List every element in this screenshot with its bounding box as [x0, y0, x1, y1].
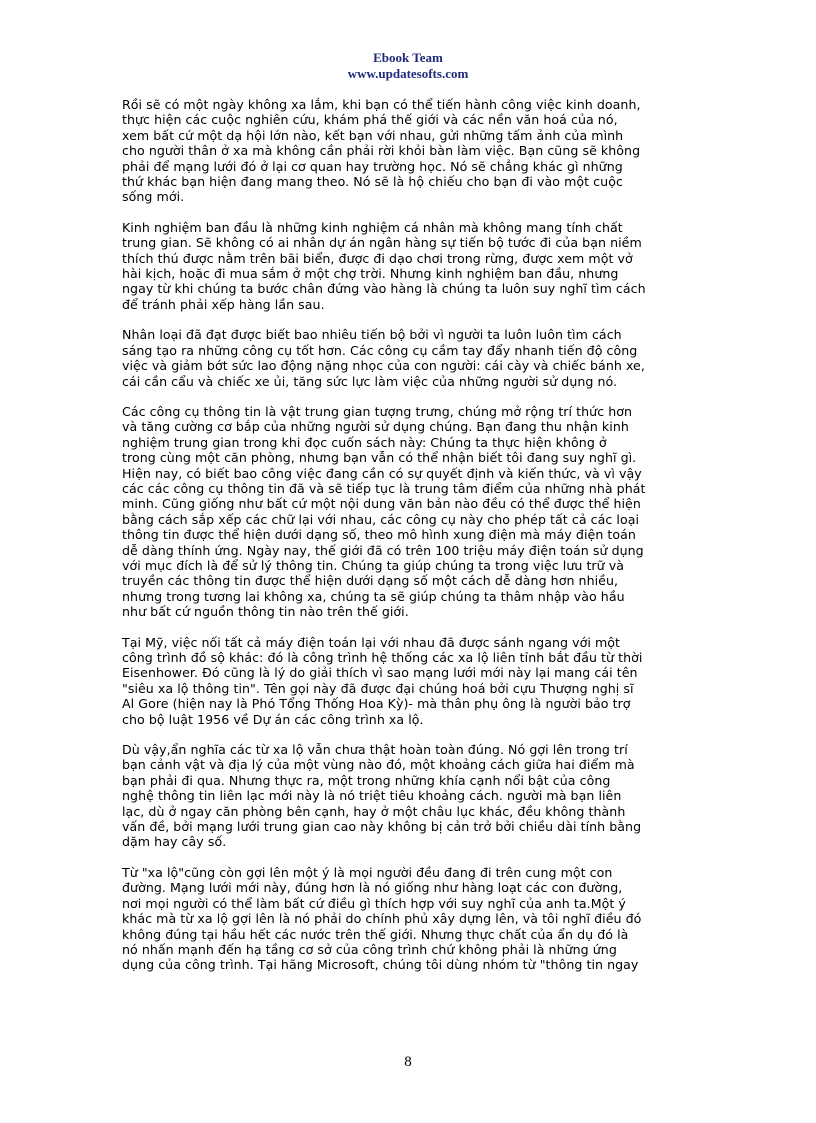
paragraph: Tại Mỹ, việc nối tất cả máy điện toán lại với nhau đã được sánh ngang với một công trình đồ sộ khác: đó là công trình hệ thống các xa lộ liên tỉnh bắt đầu từ thời Eisenhower. Đó cũng là lý do giải thích vì sao mạng lưới mới này lại mang cái tên "siêu xa lộ thông tin". Tên gọi này đã được đại chúng hoá bởi cựu Thượng nghị sĩ Al Gore (hiện nay là Phó Tổng Thống Hoa Kỳ)- mà thân phụ ông là người bảo trợ cho bộ luật 1956 về Dự án các công trình xa lộ. [122, 634, 643, 727]
paragraph: Nhân loại đã đạt được biết bao nhiêu tiến bộ bởi vì người ta luôn luôn tìm cách sáng tạo ra những công cụ tốt hơn. Các công cụ cầm tay đẩy nhanh tiến độ công việc và giảm bớt sức lao động nặng nhọc của con người: cái cày và chiếc bánh xe, cái cần cẩu và chiếc xe ủi, tăng sức lực làm việc của những người sử dụng nó. [122, 327, 645, 389]
header-url: www.updatesofts.com [347, 66, 469, 81]
header-title: Ebook Team [373, 50, 443, 65]
paragraph: Dù vậy,ẩn nghĩa các từ xa lộ vẫn chưa thật hoàn toàn đúng. Nó gợi lên trong trí bạn cảnh vật và địa lý của một vùng nào đó, một khoảng cách giữa hai điểm mà bạn phải đi qua. Nhưng thực ra, một trong những khía cạnh nổi bật của công nghệ thông tin liên lạc mới này là nó triệt tiêu khoảng cách. người mà bạn liên lạc, dù ở ngay căn phòng bên cạnh, hay ở một châu lục khác, đều không thành vấn đề, bởi mạng lưới trung gian cao này không bị cản trở bởi chiều dài tính bằng dặm hay cây số. [122, 742, 642, 850]
paragraph: Rồi sẽ có một ngày không xa lắm, khi bạn có thể tiến hành công việc kinh doanh, thực hiện các cuộc nghiên cứu, khám phá thế giới và các nền văn hoá của nó, xem bất cứ một dạ hội lớn nào, kết bạn với nhau, gửi những tấm ảnh của mình cho người thân ở xa mà không cần phải rời khỏi bàn làm việc. Bạn cũng sẽ không phải để mạng lưới đó ở lại cơ quan hay trường học. Nó sẽ chẳng khác gì những thứ khác bạn hiện đang mang theo. Nó sẽ là hộ chiếu cho bạn đi vào một cuộc sống mới. [122, 97, 641, 205]
paragraph: Kinh nghiệm ban đầu là những kinh nghiệm cá nhân mà không mang tính chất trung gian. Sẽ không có ai nhân dự án ngân hàng sự tiến bộ tước đi của bạn niềm thích thú được nằm trên bãi biển, được đi dạo chơi trong rừng, được xem một vở hài kịch, hoặc đi mua sắm ở một chợ trời. Nhưng kinh nghiệm ban đầu, nhưng ngay từ khi chúng ta bước chân đứng vào hàng là chúng ta luôn suy nghĩ tìm cách để tránh phải xếp hàng lần sau. [122, 219, 646, 312]
page-number: 8 [404, 1054, 412, 1070]
page-header [0, 50, 816, 82]
paragraph: Từ "xa lộ"cũng còn gợi lên một ý là mọi người đều đang đi trên cung một con đường. Mạng lưới mới này, đúng hơn là nó giống như hàng loạt các con đường, nơi mọi người có thể làm bất cứ điều gì thích hợp với suy nghĩ của anh ta.Một ý khác mà từ xa lộ gợi lên là nó phải do chính phủ xây dựng lên, và tôi nghĩ điều đó không đúng tại hầu hết các nước trên thế giới. Nhưng thực chất của ẩn dụ đó là nó nhấn mạnh đến hạ tầng cơ sở của công trình chứ không phải là những ứng dụng của công trình. Tại hãng Microsoft, chúng tôi dùng nhóm từ "thông tin ngay [122, 864, 642, 973]
paragraph: Các công cụ thông tin là vật trung gian tượng trưng, chúng mở rộng trí thức hơn và tăng cường cơ bắp của những người sử dụng chúng. Bạn đang thu nhận kinh nghiệm trung gian trong khi đọc cuốn sách này: Chúng ta thực hiện không ở trong cùng một căn phòng, nhưng bạn vẫn có thể nhận biết tôi đang suy nghĩ gì. Hiện nay, có biết bao công việc đang cần có sự quyết định và kiến thức, và vì vậy các các công cụ thông tin đã và sẽ tiếp tục là trung tâm điểm của những nhà phát minh. Cũng giống như bất cứ một nội dung văn bản nào đều có thể được thể hiện bằng cách sắp xếp các chữ lại với nhau, các công cụ này cho phép tất cả các loại thông tin được thể hiện dưới dạng số, theo mô hình xung điện mà máy điện toán dễ dàng thính ứng. Ngày nay, thế giới đã có trên 100 triệu máy điện toán sử dụng với mục đích là để sử lý thông tin. Chúng ta giúp chúng ta trong việc lưu trữ và truyền các thông tin được thể hiện dưới dạng số một cách dễ dàng hơn nhiều, nhưng trong tương lai không xa, chúng ta sẽ giúp chúng ta thâm nhập vào hầu như bất cứ nguồn thông tin nào trên thế giới. [122, 403, 646, 620]
body-text [122, 97, 702, 988]
